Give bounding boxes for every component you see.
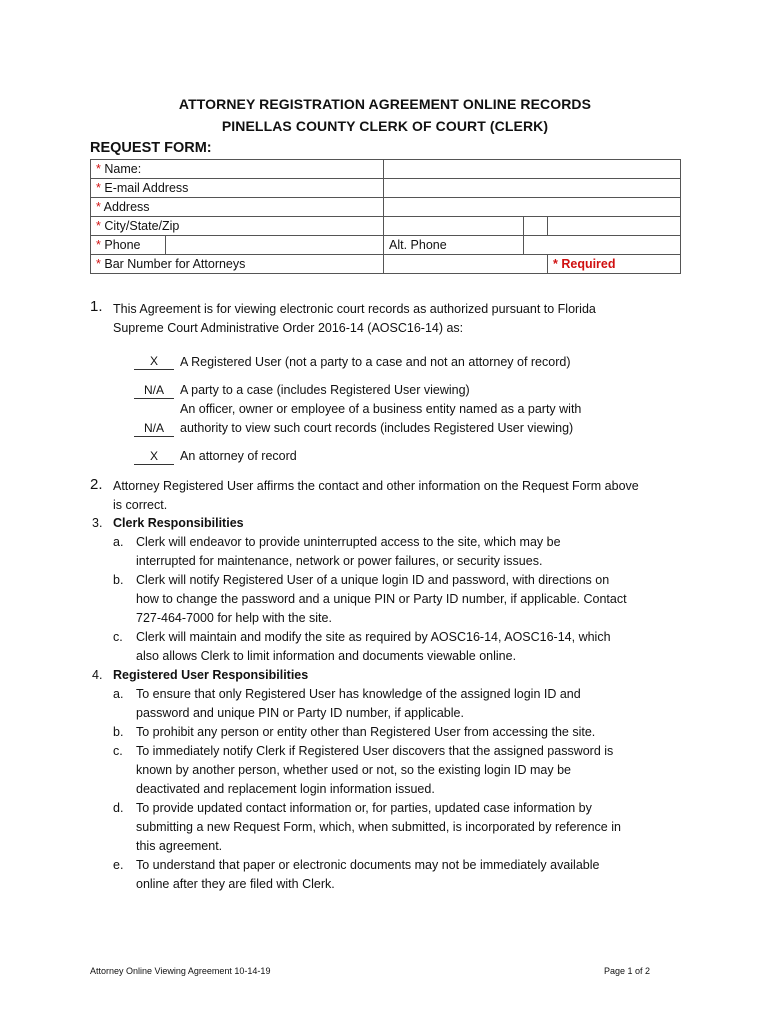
section4-number: 4. bbox=[92, 668, 103, 682]
section4-item-a-letter: a. bbox=[113, 687, 124, 701]
address-label: Address bbox=[103, 200, 150, 214]
city-label: City/State/Zip bbox=[104, 219, 180, 233]
section4-heading: Registered User Responsibilities bbox=[113, 668, 309, 682]
request-form-table bbox=[90, 159, 681, 274]
state-field[interactable] bbox=[524, 217, 548, 236]
address-field[interactable] bbox=[384, 198, 681, 217]
document-title-line2: PINELLAS COUNTY CLERK OF COURT (CLERK) bbox=[221, 118, 549, 134]
section1-text-line1: This Agreement is for viewing electronic court records as authorized pursuant to Florida bbox=[113, 302, 596, 316]
form-row-name bbox=[91, 160, 681, 179]
document-title-line1: ATTORNEY REGISTRATION AGREEMENT ONLINE RECORDS bbox=[178, 96, 592, 112]
option3-mark[interactable]: N/A bbox=[134, 420, 174, 437]
name-field[interactable] bbox=[384, 160, 681, 179]
section3-item-b-letter: b. bbox=[113, 573, 124, 587]
email-label-cell: * E-mail Address bbox=[91, 179, 384, 198]
option2-text: A party to a case (includes Registered User viewing) bbox=[180, 383, 470, 397]
section4-item-d-line2: submitting a new Request Form, which, when submitted, is incorporated by reference in bbox=[136, 820, 621, 834]
option4-text: An attorney of record bbox=[180, 449, 297, 463]
name-label: Name: bbox=[104, 162, 142, 176]
footer-page-number: Page 1 of 2 bbox=[604, 966, 651, 976]
section2-number: 2. bbox=[90, 476, 103, 493]
name-label-cell: * Name: bbox=[91, 160, 384, 179]
request-form-heading: REQUEST FORM: bbox=[90, 140, 212, 156]
option3-text-line1: An officer, owner or employee of a business entity named as a party with bbox=[180, 402, 582, 416]
section3-item-c-line1: Clerk will maintain and modify the site as required by AOSC16-14, AOSC16-14, which bbox=[136, 630, 611, 644]
option4-mark[interactable]: X bbox=[134, 448, 174, 465]
email-label: E-mail Address bbox=[104, 181, 189, 195]
footer-document-id: Attorney Online Viewing Agreement 10-14-19 bbox=[90, 966, 271, 976]
section4-item-c-letter: c. bbox=[113, 744, 123, 758]
option1-mark[interactable]: X bbox=[134, 353, 174, 370]
address-label-cell: * Address bbox=[91, 198, 384, 217]
section4-item-b-letter: b. bbox=[113, 725, 124, 739]
form-row-email bbox=[91, 179, 681, 198]
option3-text-line2: authority to view such court records (includes Registered User viewing) bbox=[180, 421, 574, 435]
email-field[interactable] bbox=[384, 179, 681, 198]
phone-label: Phone bbox=[104, 238, 141, 252]
section3-item-c-letter: c. bbox=[113, 630, 123, 644]
city-field[interactable] bbox=[384, 217, 524, 236]
bar-label: Bar Number for Attorneys bbox=[104, 257, 246, 271]
section4-item-e-line2: online after they are filed with Clerk. bbox=[136, 877, 335, 891]
phone-field[interactable] bbox=[166, 236, 384, 255]
section4-item-b-line1: To prohibit any person or entity other than Registered User from accessing the site. bbox=[136, 725, 596, 739]
section3-heading: Clerk Responsibilities bbox=[113, 516, 244, 530]
section4-item-d-line3: this agreement. bbox=[136, 839, 223, 853]
form-row-city bbox=[91, 217, 681, 236]
section4-item-c-line1: To immediately notify Clerk if Registered User discovers that the assigned password is bbox=[136, 744, 614, 758]
section2-text-line1: Attorney Registered User affirms the contact and other information on the Request Form above bbox=[113, 479, 639, 493]
option2-mark[interactable]: N/A bbox=[134, 382, 174, 399]
section3-item-a-line1: Clerk will endeavor to provide uninterrupted access to the site, which may be bbox=[136, 535, 561, 549]
alt-phone-field[interactable] bbox=[524, 236, 681, 255]
form-row-bar bbox=[91, 255, 681, 274]
section4-item-d-letter: d. bbox=[113, 801, 124, 815]
required-note: * Required bbox=[548, 255, 681, 274]
section1-number: 1. bbox=[90, 298, 103, 315]
section4-item-d-line1: To provide updated contact information or, for parties, updated case information by bbox=[136, 801, 592, 815]
section3-item-a-letter: a. bbox=[113, 535, 124, 549]
section3-item-c-line2: also allows Clerk to limit information and documents viewable online. bbox=[136, 649, 517, 663]
bar-label-cell: * Bar Number for Attorneys bbox=[91, 255, 384, 274]
form-row-phone bbox=[91, 236, 681, 255]
form-row-address bbox=[91, 198, 681, 217]
section3-item-b-line2: how to change the password and a unique PIN or Party ID number, if applicable. Contact bbox=[136, 592, 627, 606]
city-label-cell: * City/State/Zip bbox=[91, 217, 384, 236]
section3-item-b-line1: Clerk will notify Registered User of a unique login ID and password, with directions on bbox=[136, 573, 610, 587]
section4-item-a-line1: To ensure that only Registered User has knowledge of the assigned login ID and bbox=[136, 687, 581, 701]
section1-text-line2: Supreme Court Administrative Order 2016-14 (AOSC16-14) as: bbox=[113, 321, 464, 335]
section3-number: 3. bbox=[92, 516, 103, 530]
section4-item-c-line3: deactivated and replacement login information issued. bbox=[136, 782, 435, 796]
zip-field[interactable] bbox=[548, 217, 681, 236]
option1-text: A Registered User (not a party to a case and not an attorney of record) bbox=[180, 355, 571, 369]
section3-item-b-line3: 727-464-7000 for help with the site. bbox=[136, 611, 332, 625]
section4-item-a-line2: password and unique PIN or Party ID number, if applicable. bbox=[136, 706, 464, 720]
section2-text-line2: is correct. bbox=[113, 498, 168, 512]
section4-item-c-line2: known by another person, whether used or not, so the existing login ID may be bbox=[136, 763, 571, 777]
section4-item-e-letter: e. bbox=[113, 858, 124, 872]
bar-number-field[interactable] bbox=[384, 255, 548, 274]
section3-item-a-line2: interrupted for maintenance, network or power failures, or security issues. bbox=[136, 554, 543, 568]
phone-label-cell: * Phone bbox=[91, 236, 166, 255]
alt-phone-label: Alt. Phone bbox=[384, 236, 524, 255]
section4-item-e-line1: To understand that paper or electronic documents may not be immediately available bbox=[136, 858, 600, 872]
